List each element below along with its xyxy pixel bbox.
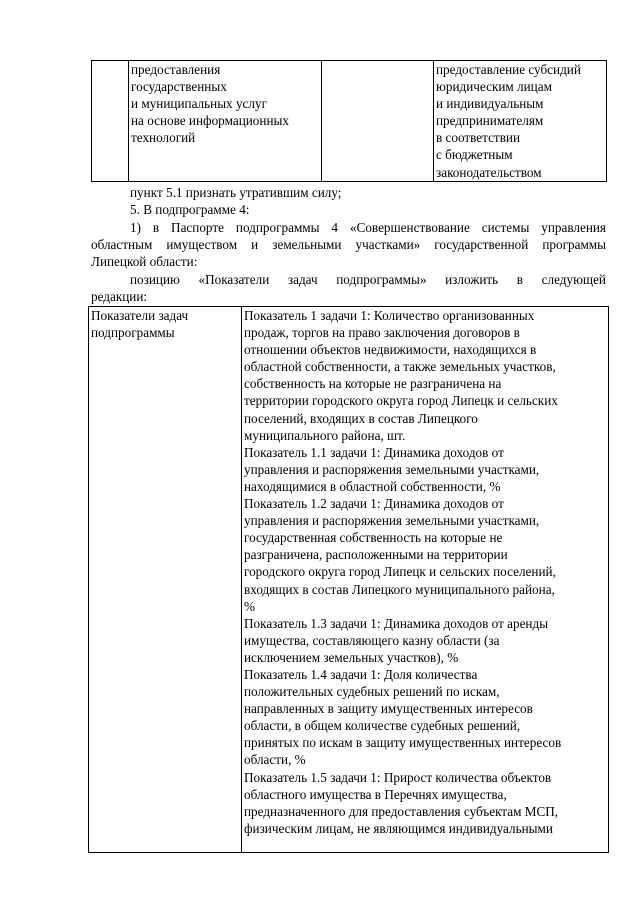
cell-line: Показатель 1.3 задачи 1: Динамика доходов от аренды	[244, 615, 549, 631]
cell-line: управления и распоряжения земельными участками,	[244, 461, 540, 477]
cell-line: предназначенного для предоставления субъектам МСП,	[244, 803, 559, 819]
table-cell-services	[129, 61, 322, 182]
paragraph-position-line1: позицию «Показатели задач подпрограммы» изложить в следующей	[130, 272, 606, 287]
cell-line: находящимися в областной собственности, %	[244, 478, 501, 494]
cell-line: имущества, составляющего казну области (за	[244, 632, 500, 648]
table-row	[89, 307, 609, 853]
cell-line: предпринимателям	[436, 113, 544, 129]
table-cell-empty	[92, 61, 129, 182]
cell-line: поселений, входящих в состав Липецкого	[244, 410, 478, 426]
cell-line: и муниципальных услуг	[131, 96, 267, 112]
cell-line: городского округа город Липецк и сельских поселений,	[244, 564, 556, 580]
cell-line: %	[244, 598, 255, 614]
indicators-content-cell	[242, 307, 609, 853]
cell-line: муниципального района, шт.	[244, 427, 406, 443]
paragraph-item-5-1: пункт 5.1 признать утратившим силу;	[130, 185, 342, 200]
cell-line: исключением земельных участков), %	[244, 649, 459, 665]
indicators-content	[244, 307, 606, 852]
cell-line: территории городского округа город Липецк и сельских	[244, 393, 558, 409]
cell-line: управления и распоряжения земельными участками,	[244, 513, 540, 529]
cell-line: Показатель 1.5 задачи 1: Прирост количества объектов	[244, 769, 552, 785]
cell-line: продаж, торгов на право заключения договоров в	[244, 325, 520, 341]
cell-line: области, в общем количестве судебных решений,	[244, 718, 521, 734]
cell-line: положительных судебных решений по искам,	[244, 684, 500, 700]
cell-line: на основе информационных	[131, 113, 289, 129]
cell-line: области, %	[244, 752, 306, 768]
paragraph-position-line2: редакции:	[91, 289, 148, 304]
cell-line: юридическим лицам	[436, 79, 552, 95]
table-cell-empty	[322, 61, 434, 182]
paragraph-passport-line3: Липецкой области:	[91, 254, 198, 269]
cell-line: собственность на которые не разграничена на	[244, 376, 502, 392]
cell-line: Показатель 1.2 задачи 1: Динамика доходов от	[244, 496, 504, 512]
cell-line: и индивидуальным	[436, 96, 544, 112]
paragraph-passport-line2: областным имуществом и земельными участками» государственной программы	[91, 237, 606, 252]
cell-line: Показатель 1 задачи 1: Количество организованных	[244, 308, 535, 323]
cell-line: Показатели задач	[91, 308, 189, 323]
cell-line: областного имущества в Перечнях имущества,	[244, 786, 507, 802]
cell-line: предоставления	[131, 62, 221, 77]
cell-line: областной собственности, а также земельных участков,	[244, 359, 556, 375]
cell-line: Показатель 1.1 задачи 1: Динамика доходов от	[244, 444, 504, 460]
indicators-label-cell	[89, 307, 242, 853]
cell-line: технологий	[131, 130, 196, 146]
cell-line: принятых по искам в защиту имущественных интересов	[244, 735, 562, 751]
paragraph-subprogram-4: 5. В подпрограмме 4:	[130, 202, 250, 217]
cell-line: направленных в защиту имущественных интересов	[244, 701, 533, 717]
cell-line: физическим лицам, не являющимся индивидуальными	[244, 820, 553, 836]
cell-line: государственных	[131, 79, 227, 95]
paragraph-passport-line1: 1) в Паспорте подпрограммы 4 «Совершенствование системы управления	[130, 220, 606, 235]
table-cell-subsidies	[434, 61, 607, 182]
cell-line: предоставление субсидий	[436, 62, 581, 77]
cell-line: с бюджетным	[436, 147, 513, 163]
cell-line: входящих в состав Липецкого муниципального района,	[244, 581, 555, 597]
cell-line: отношении объектов недвижимости, находящихся в	[244, 342, 537, 358]
top-table	[91, 60, 607, 182]
cell-line: разграничена, расположенными на территории	[244, 547, 508, 563]
cell-line: Показатель 1.4 задачи 1: Доля количества	[244, 666, 478, 682]
cell-line: в соответствии	[436, 130, 521, 146]
cell-line: законодательством	[436, 164, 542, 180]
cell-line: государственная собственность на которые не	[244, 530, 503, 546]
cell-line: подпрограммы	[91, 325, 175, 341]
indicators-table	[88, 306, 609, 853]
table-row	[92, 61, 607, 182]
